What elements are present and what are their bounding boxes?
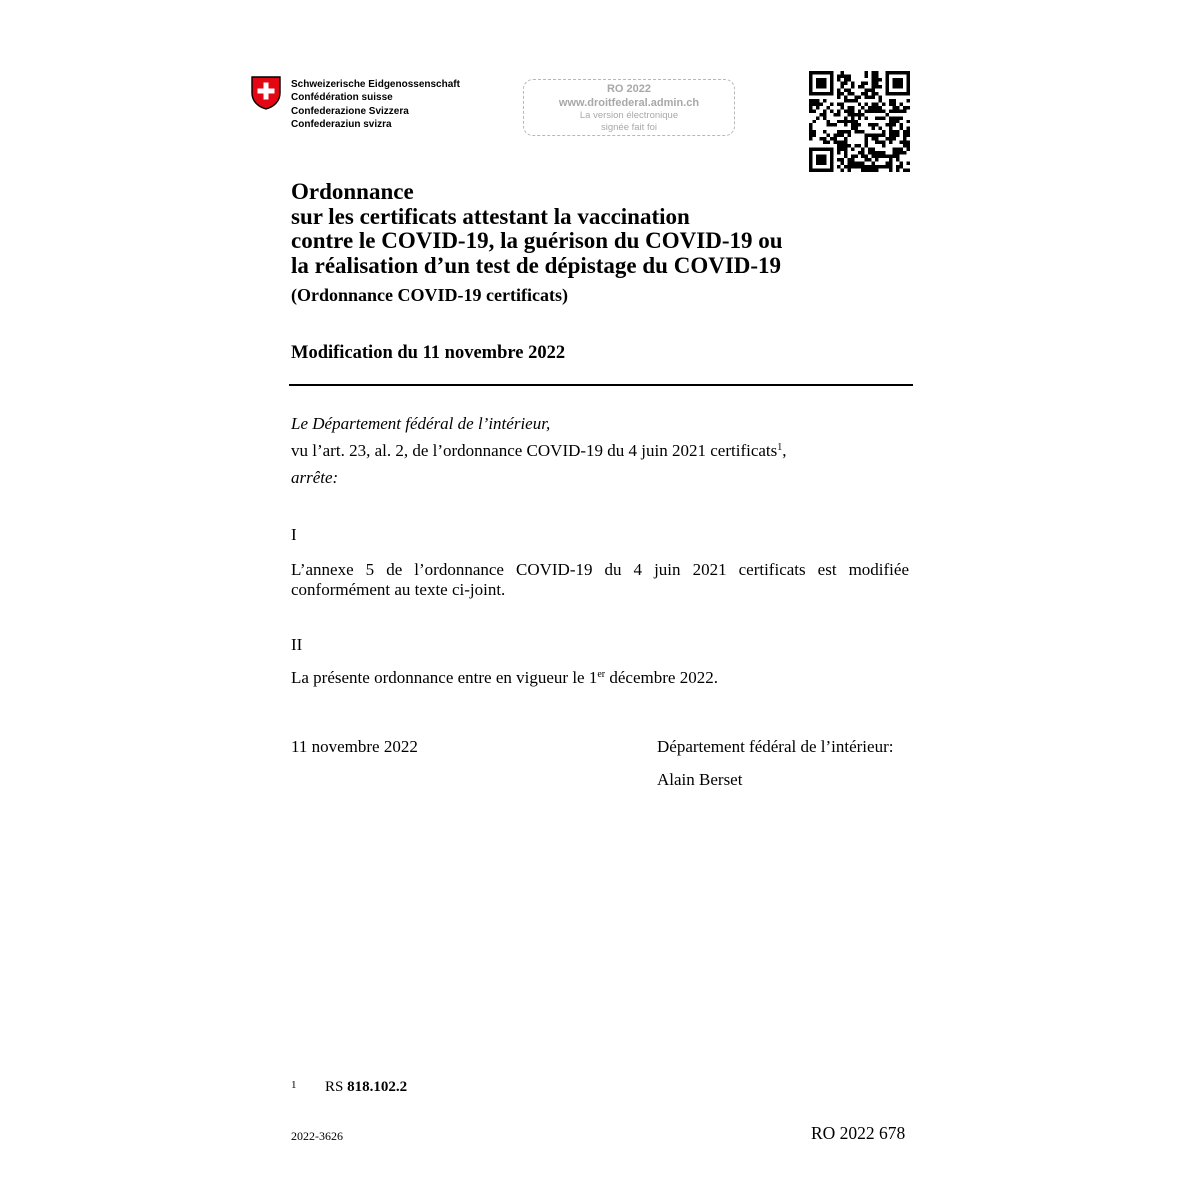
confederation-names	[291, 78, 460, 132]
preamble-decree: arrête:	[291, 468, 339, 487]
footnote-number: 1	[291, 1079, 297, 1091]
confederation-name-fr: Confédération suisse	[291, 92, 393, 104]
footnote-reference[interactable]: 818.102.2	[347, 1079, 408, 1095]
electronic-signature-stamp	[523, 79, 735, 136]
document-number: 2022-3626	[291, 1129, 343, 1143]
title-divider	[289, 384, 913, 386]
preamble-authority: Le Département fédéral de l’intérieur,	[291, 414, 551, 433]
entry-into-force-text: La présente ordonnance entre en vigueur le 1	[291, 668, 598, 687]
stamp-note-2: signée fait foi	[601, 122, 657, 133]
section-number: I	[291, 525, 297, 544]
ordinance-title	[291, 180, 783, 278]
section-text: L’annexe 5 de l’ordonnance COVID-19 du 4 juin 2021 certificats est modifiée conformément au texte ci-joint.	[291, 560, 909, 599]
qr-code-icon	[809, 71, 910, 172]
title-line: Ordonnance	[291, 179, 414, 204]
footnote-text	[325, 1079, 407, 1096]
signature-name: Alain Berset	[657, 770, 743, 789]
short-title: (Ordonnance COVID-19 certificats)	[291, 285, 568, 305]
signature-date: 11 novembre 2022	[291, 737, 418, 756]
stamp-note-1: La version électronique	[579, 110, 679, 121]
official-compilation-reference: RO 2022 678	[811, 1123, 906, 1143]
stamp-collection: RO 2022	[606, 83, 652, 95]
confederation-name-de: Schweizerische Eidgenossenschaft	[291, 79, 460, 90]
confederation-name-it: Confederazione Svizzera	[291, 105, 409, 117]
footnote-prefix: RS	[325, 1079, 348, 1095]
preamble-basis-end: ,	[782, 441, 787, 460]
modification-date: Modification du 11 novembre 2022	[291, 343, 566, 363]
preamble-basis	[291, 441, 787, 461]
swiss-coat-of-arms-icon	[251, 76, 281, 110]
stamp-website: www.droitfederal.admin.ch	[558, 97, 700, 109]
signature-department: Département fédéral de l’intérieur:	[657, 737, 894, 756]
footnote-marker[interactable]: 1	[777, 442, 783, 453]
ordinal-suffix: er	[597, 669, 606, 680]
title-line: contre le COVID-19, la guérison du COVID-19 ou	[291, 228, 783, 253]
entry-into-force-date: décembre 2022.	[605, 668, 718, 687]
confederation-name-rm: Confederaziun svizra	[291, 119, 392, 131]
title-line: la réalisation d’un test de dépistage du COVID-19	[291, 252, 782, 278]
section-text	[291, 668, 718, 688]
section-number: II	[291, 635, 303, 654]
preamble-basis-text: vu l’art. 23, al. 2, de l’ordonnance COVID-19 du 4 juin 2021 certificats	[291, 441, 778, 460]
title-line: sur les certificats attestant la vaccination	[291, 203, 690, 229]
